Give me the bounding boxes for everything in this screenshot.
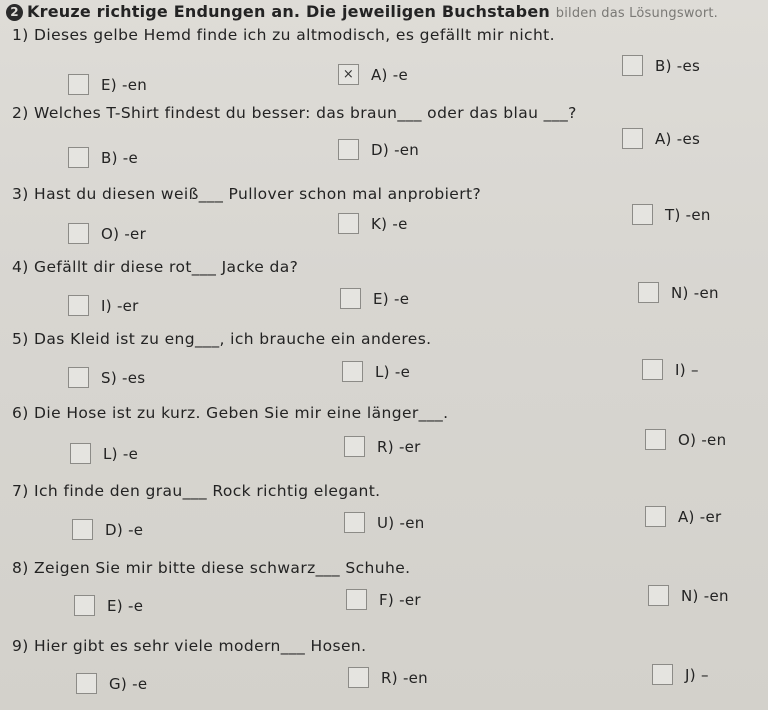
checkbox[interactable] xyxy=(338,139,359,160)
option-2-3[interactable]: A) -es xyxy=(622,128,700,149)
option-4-1[interactable]: I) -er xyxy=(68,295,139,316)
checkbox[interactable] xyxy=(70,443,91,464)
option-5-3[interactable]: I) – xyxy=(642,359,699,380)
option-5-2[interactable]: L) -e xyxy=(342,361,410,382)
checkbox[interactable] xyxy=(622,128,643,149)
option-5-1[interactable]: S) -es xyxy=(68,367,145,388)
option-9-3[interactable]: J) – xyxy=(652,664,709,685)
option-1-3[interactable]: B) -es xyxy=(622,55,700,76)
checkbox[interactable] xyxy=(642,359,663,380)
option-3-3[interactable]: T) -en xyxy=(632,204,711,225)
checkbox[interactable] xyxy=(68,367,89,388)
checkbox[interactable] xyxy=(622,55,643,76)
checkbox[interactable] xyxy=(344,436,365,457)
option-8-3[interactable]: N) -en xyxy=(648,585,729,606)
option-2-1[interactable]: B) -e xyxy=(68,147,138,168)
checkbox[interactable] xyxy=(72,519,93,540)
checkbox[interactable] xyxy=(632,204,653,225)
checkbox[interactable] xyxy=(76,673,97,694)
checkbox[interactable] xyxy=(648,585,669,606)
checkbox[interactable] xyxy=(638,282,659,303)
option-8-1[interactable]: E) -e xyxy=(74,595,143,616)
checkbox[interactable] xyxy=(74,595,95,616)
option-7-1[interactable]: D) -e xyxy=(72,519,143,540)
option-6-2[interactable]: R) -er xyxy=(344,436,421,457)
option-3-1[interactable]: O) -er xyxy=(68,223,146,244)
option-6-3[interactable]: O) -en xyxy=(645,429,726,450)
question-6: 6) Die Hose ist zu kurz. Geben Sie mir eine länger___. xyxy=(12,404,449,422)
question-1: 1) Dieses gelbe Hemd finde ich zu altmodisch, es gefällt mir nicht. xyxy=(12,26,555,44)
question-7: 7) Ich finde den grau___ Rock richtig elegant. xyxy=(12,482,381,500)
option-6-1[interactable]: L) -e xyxy=(70,443,138,464)
option-9-1[interactable]: G) -e xyxy=(76,673,147,694)
question-3: 3) Hast du diesen weiß___ Pullover schon mal anprobiert? xyxy=(12,185,482,203)
option-1-2[interactable]: × A) -e xyxy=(338,64,408,85)
question-2: 2) Welches T-Shirt findest du besser: das braun___ oder das blau ___? xyxy=(12,104,577,122)
option-1-1[interactable]: E) -en xyxy=(68,74,147,95)
option-9-2[interactable]: R) -en xyxy=(348,667,428,688)
checkbox[interactable] xyxy=(342,361,363,382)
option-7-2[interactable]: U) -en xyxy=(344,512,425,533)
checkbox[interactable] xyxy=(340,288,361,309)
checkbox[interactable] xyxy=(346,589,367,610)
checkbox[interactable] xyxy=(68,295,89,316)
checkbox[interactable] xyxy=(645,429,666,450)
checkbox[interactable] xyxy=(348,667,369,688)
option-3-2[interactable]: K) -e xyxy=(338,213,408,234)
checkbox[interactable] xyxy=(645,506,666,527)
instruction xyxy=(6,2,766,21)
instruction-faded-text: bilden das Lösungswort. xyxy=(555,6,718,21)
checkbox[interactable] xyxy=(68,74,89,95)
option-4-3[interactable]: N) -en xyxy=(638,282,719,303)
instruction-text: Kreuze richtige Endungen an. Die jeweiligen Buchstaben xyxy=(27,2,550,21)
option-4-2[interactable]: E) -e xyxy=(340,288,409,309)
checkbox-checked[interactable]: × xyxy=(338,64,359,85)
checkbox[interactable] xyxy=(338,213,359,234)
option-7-3[interactable]: A) -er xyxy=(645,506,722,527)
checkbox[interactable] xyxy=(68,223,89,244)
question-4: 4) Gefällt dir diese rot___ Jacke da? xyxy=(12,258,299,276)
question-8: 8) Zeigen Sie mir bitte diese schwarz___ Schuhe. xyxy=(12,559,411,577)
question-9: 9) Hier gibt es sehr viele modern___ Hosen. xyxy=(12,637,367,655)
checkbox[interactable] xyxy=(344,512,365,533)
checkbox[interactable] xyxy=(652,664,673,685)
question-5: 5) Das Kleid ist zu eng___, ich brauche ein anderes. xyxy=(12,330,432,348)
option-8-2[interactable]: F) -er xyxy=(346,589,421,610)
exercise-number-badge: 2 xyxy=(6,4,23,21)
option-2-2[interactable]: D) -en xyxy=(338,139,419,160)
checkbox[interactable] xyxy=(68,147,89,168)
